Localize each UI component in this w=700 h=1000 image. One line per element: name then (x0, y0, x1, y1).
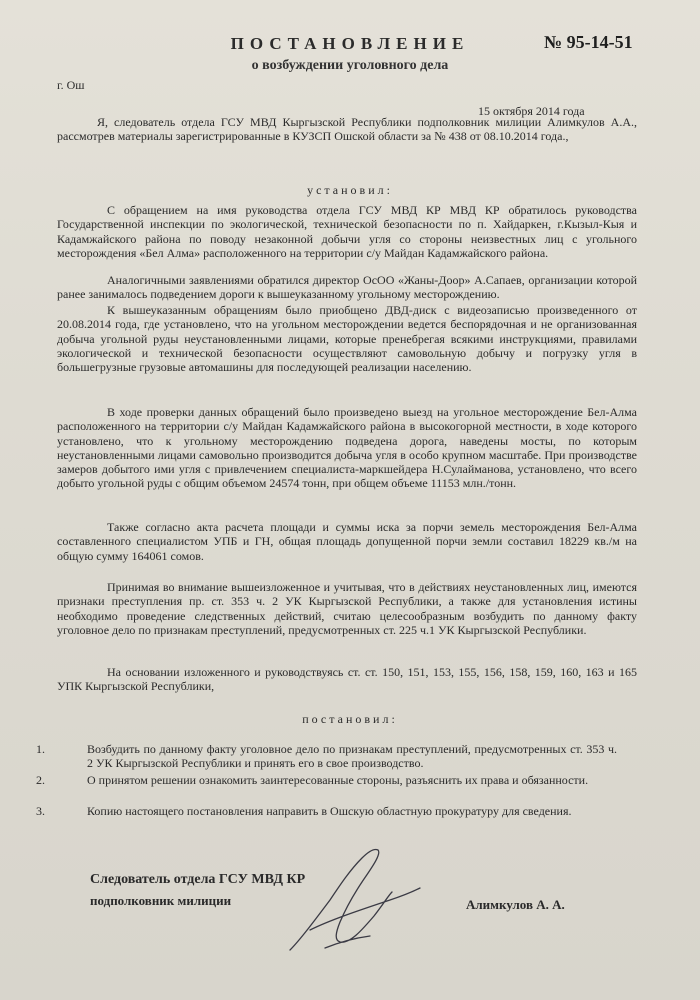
document-number: № 95-14-51 (544, 32, 633, 52)
document-title: ПОСТАНОВЛЕНИЕ (230, 34, 470, 53)
resolution-item-3: Копию настоящего постановления направить в Ошскую областную прокуратуру для сведения. (87, 804, 572, 818)
signature-position: Следователь отдела ГСУ МВД КР (90, 872, 306, 887)
paragraph-dvd: К вышеуказанным обращениям было приобщено ДВД-диск с видеозаписью произведенного от 20.08.2014 года, где установлено, что на угольном месторождении ведется беспорядочная и не организованная добыча угольной руды неустановленными лицами, которые пренебрегая всякими инструкциями, правилами экологической и технической безопасности осуществляют самовольную добычу и погрузку угля в большегрузные грузовые автомашины для последующей реализации населению. (57, 303, 637, 375)
signatory-name: Алимкулов А. А. (466, 897, 565, 912)
item-number: 3. (36, 804, 45, 818)
paragraph-damage: Также согласно акта расчета площади и суммы иска за порчи земель месторождения Бел-Алма составленного специалистом УПБ и ГН, общая площадь допущенной порчи земли составил 18229 кв./м на общую сумму 164061 сомов. (57, 520, 637, 563)
resolution-item-2: О принятом решении ознакомить заинтересованные стороны, разъяснить их права и обязанности. (87, 773, 589, 787)
resolution-item-1: Возбудить по данному факту уголовное дело по признакам преступлений, предусмотренных ст. 353 ч. 2 УК Кыргызской Республики и принять его в свое производство. (87, 742, 617, 771)
handwritten-signature-icon (270, 830, 430, 960)
city-label: г. Ош (57, 78, 85, 92)
resolved-heading: постановил: (302, 712, 398, 726)
paragraph-inspection: В ходе проверки данных обращений было произведено выезд на угольное месторождение Бел-Алма расположенного на территории с/у Майдан Кадамжайского района в высокогорной местности, в ходе которого установлено, что к угольному месторождению подведена дорога, наведены мосты, по которым неустановленными лицами самовольно производится добыча угля в особо крупном масштабе. При производстве замеров добытого ими угля с привлечением специалиста-маркшейдера Н.Сулайманова, установлено, что всего добыто угольной руды с общим объемом 24574 тонн, при общем объеме 11153 млн./тонн. (57, 405, 637, 491)
intro-paragraph: Я, следователь отдела ГСУ МВД Кыргызской Республики подполковник милиции Алимкулов А.А., рассмотрев материалы зарегистрированные в КУЗСП Ошской области за № 438 от 08.10.2014 года., (57, 115, 637, 144)
paragraph-similar: Аналогичными заявлениями обратился директор ОсОО «Жаны-Доор» А.Сапаев, организации которой ранее занималось подведением дороги к вышеуказанному угольному месторождению. (57, 273, 637, 302)
item-number: 2. (36, 773, 45, 787)
document-subtitle: о возбуждении уголовного дела (251, 58, 449, 73)
paragraph-grounds: На основании изложенного и руководствуясь ст. ст. 150, 151, 153, 155, 156, 158, 159, 160, 163 и 165 УПК Кыргызской Республики, (57, 665, 637, 694)
item-number: 1. (36, 742, 45, 756)
document-date: 15 октября 2014 года (478, 104, 585, 118)
signature-rank: подполковник милиции (90, 893, 232, 908)
paragraph-appeal: С обращением на имя руководства отдела ГСУ МВД КР МВД КР обратилось руководства Государственной инспекции по экологической, технической безопасности по п. Хайдаркен, г.Кызыл-Кыя и Кадамжайского района по поводу незаконной добычи угля со стороны неизвестных лиц с угольного месторождения «Бел Алма» расположенного на территории с/у Майдан Кадамжайского района. (57, 203, 637, 260)
established-heading: установил: (307, 183, 393, 197)
paragraph-considering: Принимая во внимание вышеизложенное и учитывая, что в действиях неустановленных лиц, имеются признаки преступления пр. ст. 353 ч. 2 УК Кыргызской Республики, а также для установления истины необходимо проведение следственных действий, считаю целесообразным возбудить по данному факту уголовное дело по признакам преступлений, предусмотренных ст. 225 ч.1 УК Кыргызской Республики. (57, 580, 637, 637)
